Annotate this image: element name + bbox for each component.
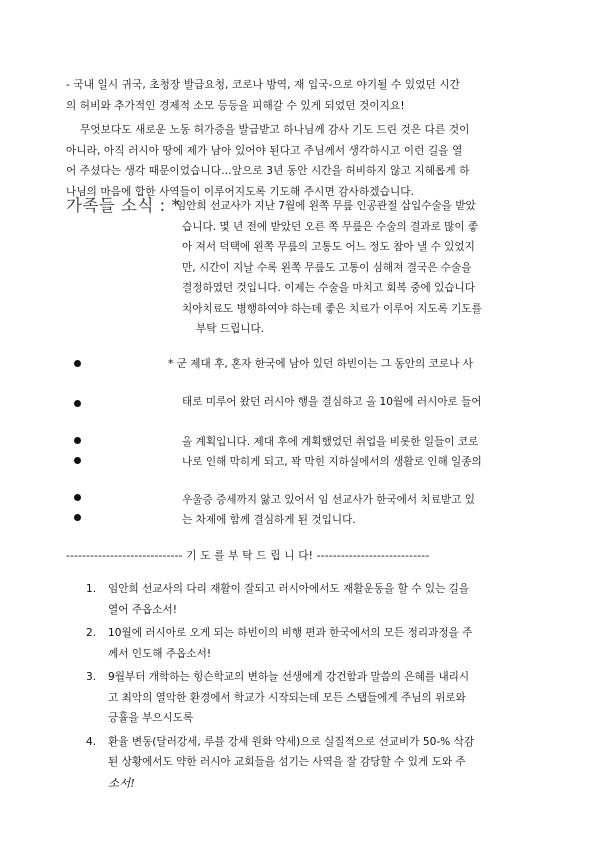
prayer-request-line: 환율 변동(달러강세, 루블 강세 원화 약세)으로 실질적으로 선교비가 50-% 삭감 xyxy=(108,735,475,748)
prayer-request-number: 3. xyxy=(86,671,97,683)
family-news-line: 태로 미루어 왔던 러시아 행을 결심하고 올 10월에 러시아로 들어 xyxy=(182,396,482,408)
family-news-line: 결정하였던 것입니다. 이제는 수술을 마치고 회복 중에 있습니다 xyxy=(182,282,476,294)
family-news-item-1 xyxy=(176,196,546,340)
bullet-dot xyxy=(74,457,81,464)
intro-line: - 국내 일시 귀국, 초청장 발급요청, 코로나 방역, 재 입국-으로 야기될 수 있었던 시간 xyxy=(66,79,460,91)
bullet-dot xyxy=(74,437,81,444)
prayer-request-item xyxy=(86,579,546,620)
family-news-line: * 군 제대 후, 혼자 한국에 남아 있던 하빈이는 그 동안의 코로나 사 xyxy=(168,358,473,370)
prayer-request-line: 임안희 선교사의 다리 재활이 잘되고 러시아에서도 재활운동을 할 수 있는 길을 xyxy=(108,583,470,595)
intro-line: 의 허비와 추가적인 경제적 소모 등등을 피해갈 수 있게 되었던 것이지요! xyxy=(66,99,405,112)
prayer-request-line: 긍휼을 부으시도록 xyxy=(108,712,194,724)
gratitude-paragraph xyxy=(66,120,542,202)
bullet-dot xyxy=(74,494,81,501)
prayer-request-number: 2. xyxy=(86,627,97,639)
prayer-request-line: 9월부터 개학하는 힝슨학교의 변하늘 선생에게 강건함과 말씀의 은혜를 내리시 xyxy=(108,671,470,683)
prayer-request-separator: ----------------------------- 기 도 를 부 탁 드 립 니 다! ---------------------------- xyxy=(66,550,430,562)
gratitude-line: 아니라, 아직 러시아 땅에 제가 남아 있어야 된다고 주님께서 생각하시고 이런 길을 열 xyxy=(66,144,463,157)
family-news-line: 나로 인해 막히게 되고, 꽉 막힌 지하실에서의 생활로 인해 일종의 xyxy=(182,456,482,468)
prayer-request-line: 된 상황에서도 약한 러시아 교회들을 섬기는 사역을 잘 감당할 수 있게 도와 주 xyxy=(108,756,466,768)
prayer-request-line: 10월에 러시아로 오게 되는 하빈이의 비행 편과 한국에서의 모든 정리과정을 주 xyxy=(108,627,473,639)
prayer-request-item xyxy=(86,623,546,664)
gratitude-line: 나님의 마음에 합한 사역들이 이루어지도록 기도해 주시면 감사하겠습니다. xyxy=(66,185,415,198)
family-news-line: 습니다. 몇 년 전에 받았던 오른 쪽 무릎은 수술의 결과로 많이 좋 xyxy=(182,220,479,233)
prayer-request-line: 열어 주옵소서! xyxy=(108,603,178,616)
prayer-request-line: 께서 인도해 주옵소서! xyxy=(108,647,212,660)
prayer-request-item xyxy=(86,732,546,794)
gratitude-line: 어 주셨다는 생각 때문이었습니다…앞으로 3년 동안 시간을 허비하지 않고 지혜롭게 하 xyxy=(66,165,470,177)
family-news-line: 임안희 선교사가 지난 7월에 왼쪽 무릎 인공관절 삽입수술을 받았 xyxy=(176,200,476,212)
bullet-dot xyxy=(74,514,81,521)
intro-paragraph xyxy=(66,75,542,116)
prayer-request-list xyxy=(86,579,546,796)
family-news-line: 만, 시간이 지날 수록 왼쪽 무릎도 고통이 심해져 결국은 수술을 xyxy=(182,261,472,274)
prayer-request-number: 4. xyxy=(86,735,97,748)
family-news-line: 는 차제에 함께 결심하게 된 것입니다. xyxy=(182,514,356,526)
prayer-request-number: 1. xyxy=(86,583,97,595)
bullet-dot xyxy=(74,360,81,367)
family-news-line: 올 계획입니다. 제대 후에 계획했었던 취업을 비롯한 일들이 코로 xyxy=(182,436,479,448)
bullet-dot xyxy=(74,400,81,407)
family-news-title: 가족들 소식 : * xyxy=(66,196,181,215)
family-news-line: 아 져서 덕택에 왼쪽 무릎의 고통도 어느 정도 참아 낼 수 있었지 xyxy=(182,241,475,253)
prayer-request-line: 고 최악의 열악한 환경에서 학교가 시작되는데 모든 스탭들에게 주님의 위로와 xyxy=(108,691,466,704)
gratitude-line: 무엇보다도 새로운 노동 허가증을 발급받고 하나님께 감사 기도 드린 것은 다른 것이 xyxy=(80,124,470,136)
prayer-request-item xyxy=(86,667,546,729)
family-news-line: 치아치료도 병행하여야 하는데 좋은 치료가 이루어 지도록 기도를 xyxy=(182,302,482,315)
family-news-line: 부탁 드립니다. xyxy=(196,323,265,335)
family-news-line: 우울증 증세까지 앓고 있어서 임 선교사가 한국에서 치료받고 있 xyxy=(182,494,476,506)
handwritten-ending: 소서! xyxy=(108,775,135,790)
